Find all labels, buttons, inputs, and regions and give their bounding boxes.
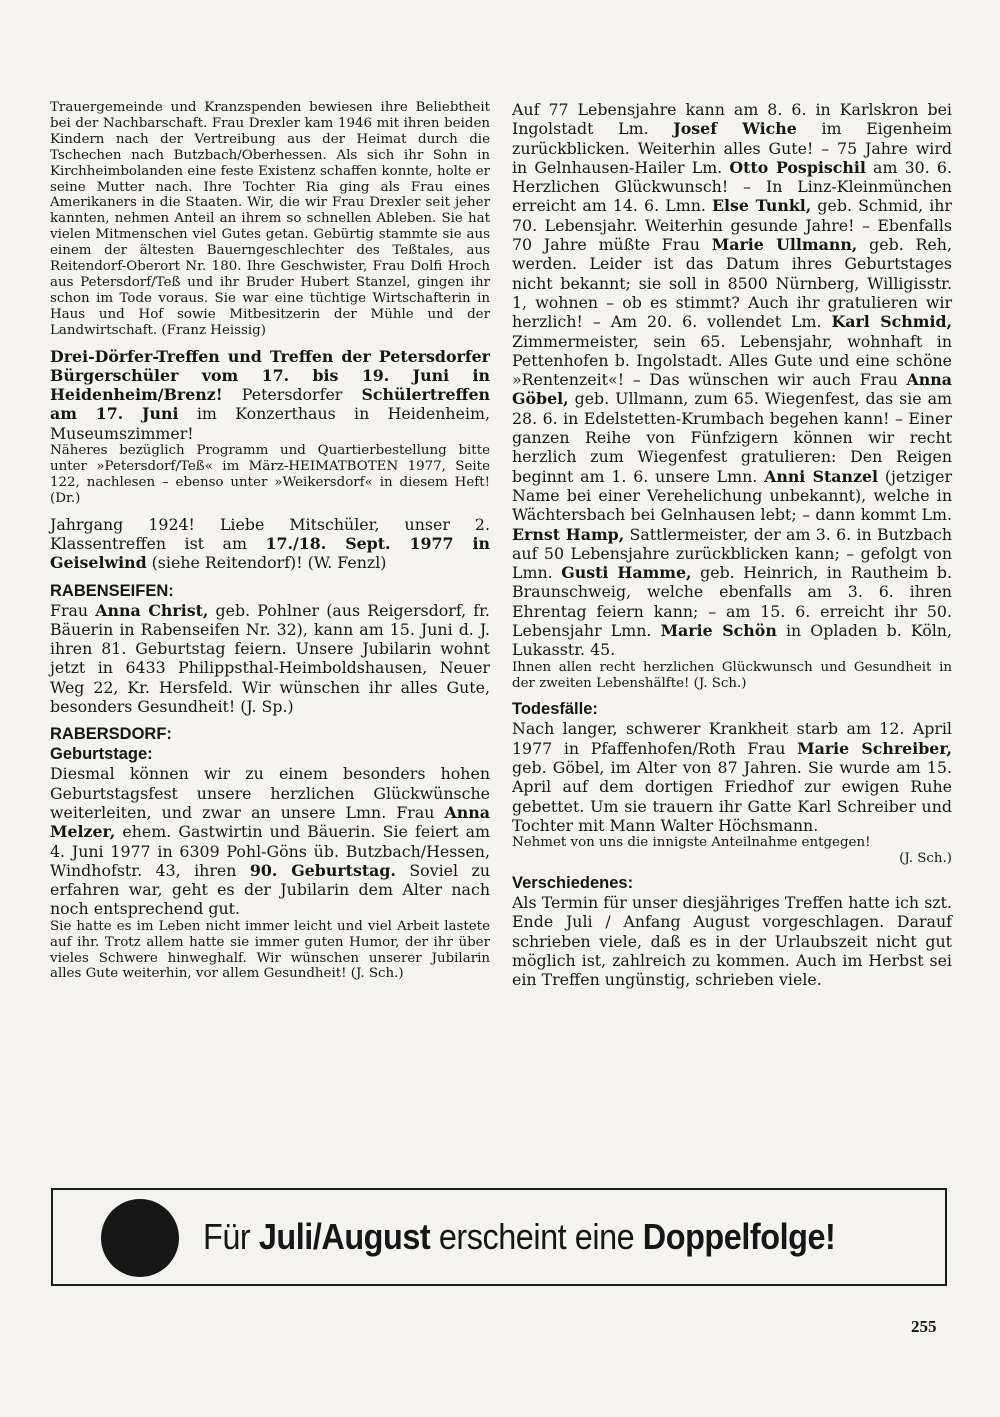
black-dot-icon [101,1199,179,1277]
rabenseifen-birthday [50,601,490,717]
birthday-list-wishes: Ihnen allen recht herzlichen Glückwunsch und Gesundheit in der zweiten Lebenshälfte! (J. Sch.) [512,659,952,691]
banner-text-doppelfolge: Doppelfolge! [642,1216,836,1257]
name-else-tunkl: Else Tunkl, [712,196,812,216]
name-otto-pospischil: Otto Pospischil [729,157,866,177]
todesfall-schreiber [512,719,952,835]
rabenseifen-text-a: Frau [50,600,96,620]
bl-text-i: Sattlermeister, der am 3. 6. in Butzbach auf 50 Lebensjahre zurückblicken kann; – gefolgt von Lmn. [512,524,952,583]
name-anna-goebel: Anna Göbel, [512,370,952,409]
bl-text-e: geb. Reh, werden. Leider ist das Datum ihres Geburtstages nicht bekannt; sie soll in 8500 Nürnberg, Willigisstr. 1, wohnen – ob es stimmt? Auch ihr gratulieren wir herzlich! – Am 20. 6. vollendet Lm. [512,235,952,332]
bl-text-g: geb. Ullmann, zum 65. Wiegenfest, das sie am 28. 6. in Edelstetten-Krumbach begehen kann! – Einer ganzen Reihe von Fünfzigern können wir recht herzlich zum Wiegenfest gratulieren: Den Reigen beginnt am 1. 6. unsere Lmn. [512,389,952,486]
treffen-text-a: Petersdorfer [222,385,362,405]
treffen-text-b: im Konzerthaus in Heidenheim, Museumszimmer! [50,404,490,443]
left-column [50,100,490,982]
tf-text-a: Nach langer, schwerer Krankheit starb am 12. April 1977 in Pfaffenhofen/Roth Frau [512,719,952,758]
name-marie-schoen: Marie Schön [660,621,777,641]
rabersdorf-text-b: ehem. Gastwirtin und Bäuerin. Sie feiert am 4. Juni 1977 in 6309 Pohl-Göns üb. Butzbach/Hessen, Windhofstr. 43, ihren [50,822,490,880]
name-gusti-hamme: Gusti Hamme, [561,563,692,583]
bl-text-h: (jetziger Name bei einer Verehelichung unbekannt), welche in Wächtersbach bei Gelnhausen lebt; – dann kommt Lm. [512,466,952,525]
name-marie-ullmann: Marie Ullmann, [711,235,858,255]
name-josef-wiche: Josef Wiche [673,119,797,139]
rabenseifen-text-b: geb. Pohlner (aus Reigersdorf, fr. Bäuerin in Rabenseifen Nr. 32), kann am 15. Juni d. J. ihren 81. Geburtstag feiern. Unsere Jubilarin wohnt jetzt in 6433 Philippsthal-Heimboldshausen, Neuer Weg 22, Kr. Hersfeld. Wir wünschen ihr alles Gute, besonders Gesundheit! (J. Sp.) [50,600,490,717]
condolence-signature: (J. Sch.) [899,851,952,867]
tf-text-b: geb. Göbel, im Alter von 87 Jahren. Sie wurde am 15. April auf dem dortigen Friedhof zur ewigen Ruhe gebettet. Um sie trauern ihr Gatte Karl Schreiber und Tochter mit Mann Walter Höchsmann. [512,758,952,835]
bl-text-b: im Eigenheim zurückblicken. Weiterhin alles Gute! – 75 Jahre wird in Gelnhausen-Hailer Lm. [512,119,952,177]
obituary-drexler: Trauergemeinde und Kranzspenden bewiesen ihre Beliebtheit bei der Nachbarschaft. Frau Drexler kam 1946 mit ihren beiden Kindern nach der Vertreibung aus der Heimat durch die Tschechen nach Butzbach/Oberhessen. Als sich ihr Sohn in Kirchheimbolanden eine feste Existenz schaffen konnte, holte er seine Mutter nach. Ihre Tochter Ria ging als Frau eines Amerikaners in die Staaten. Wir, die wir Frau Drexler seit jeher kannten, nehmen Anteil an ihrem so schnellen Ableben. Sie hat vielen Mitmenschen viel Gutes getan. Gebürtig stammte sie aus einem der ältesten Bauerngeschlechter des Teßtales, aus Reitendorf-Oberort Nr. 180. Ihre Geschwister, Frau Dolfi Hroch aus Petersdorf/Teß und ihr Bruder Hubert Stanzel, gingen ihr schon im Tode voraus. Sie war eine tüchtige Wirtschafterin in Haus und Hof sowie Mitbesitzerin der Mühle und der Landwirtschaft. (Franz Heissig) [50,100,490,338]
banner-text [203,1216,835,1258]
page-number: 255 [911,1317,937,1336]
ninetieth-birthday-bold: 90. Geburtstag. [249,860,396,880]
name-ernst-hamp: Ernst Hamp, [512,524,625,544]
jahrgang-date-bold: 17./18. Sept. 1977 in Geiselwind [50,534,490,573]
banner-text-1: Für [203,1216,259,1257]
rabersdorf-birthday [50,764,490,918]
bl-text-d: geb. Schmid, ihr 70. Lebensjahr. Weiterhin gesunde Jahre! – Ebenfalls 70 Jahre müßte Frau [512,196,952,255]
heading-verschiedenes: Verschiedenes: [512,874,634,893]
bl-text-k: in Opladen b. Köln, Lukasstr. 45. [512,621,952,660]
treffen-headline: Drei-Dörfer-Treffen und Treffen der Petersdorfer Bürgerschüler vom 17. bis 19. Juni in Heidenheim/Brenz! [50,346,490,405]
rabersdorf-text-c: Soviel zu erfahren war, geht es der Jubilarin dem Alter nach noch entsprechend gut. [50,860,490,919]
birthday-list [512,100,952,660]
schuelertreffen-bold: Schülertreffen am 17. Juni [50,385,490,424]
name-anna-christ: Anna Christ, [95,600,209,620]
heading-todesfaelle: Todesfälle: [512,700,598,719]
bl-text-a: Auf 77 Lebensjahre kann am 8. 6. in Karlskron bei Ingolstadt Lm. [512,100,952,139]
condolence-line: Nehmet von uns die innigste Anteilnahme entgegen! [512,835,871,851]
treffen-announcement [50,347,490,443]
verschiedenes-text: Als Termin für unser diesjähriges Treffen hatte ich szt. Ende Juli / Anfang August vorgeschlagen. Darauf schrieben viele, daß es in der Urlaubszeit nicht gut möglich ist, zahlreich zu kommen. Auch im Herbst sei ein Treffen ungünstig, schrieben viele. [512,893,952,990]
heading-rabersdorf: RABERSDORF: [50,725,172,744]
doppelfolge-banner [51,1188,947,1286]
name-anni-stanzel: Anni Stanzel [764,466,879,486]
bl-text-j: geb. Heinrich, in Rautheim b. Braunschweig, welche ebenfalls am 3. 6. ihren Ehrentag feiern kann; – am 15. 6. erreicht ihr 50. Lebensjahr Lmn. [512,563,953,641]
treffen-details: Näheres bezüglich Programm und Quartierbestellung bitte unter »Petersdorf/Teß« im März-HEIMATBOTEN 1977, Seite 122, nachlesen – ebenso unter »Weikersdorf« in diesem Heft! (Dr.) [50,443,490,506]
banner-text-juli-august: Juli/August [258,1216,431,1257]
banner-text-3: erscheint eine [430,1216,643,1257]
name-anna-melzer: Anna Melzer, [50,802,490,842]
name-karl-schmid: Karl Schmid, [831,312,952,332]
jahrgang-text-b: (siehe Reitendorf)! (W. Fenzl) [146,553,387,573]
rabersdorf-wishes: Sie hatte es im Leben nicht immer leicht und viel Arbeit lastete auf ihr. Trotz allem hatte sie immer guten Humor, der ihr über vieles Schwere hinweghalf. Wir wünschen unserer Jubilarin alles Gute weiterhin, vor allem Gesundheit! (J. Sch.) [50,918,490,982]
heading-geburtstage: Geburtstage: [50,745,153,764]
right-column [512,100,952,990]
name-marie-schreiber: Marie Schreiber, [797,738,952,758]
heading-rabenseifen: RABENSEIFEN: [50,581,174,600]
jahrgang-announcement [50,515,490,573]
bl-text-f: Zimmermeister, sein 65. Lebensjahr, wohnhaft in Pettenhofen b. Ingolstadt. Alles Gute und eine schöne »Rentenzeit«! – Das wünschen wir auch Frau [512,331,952,390]
bl-text-c: am 30. 6. Herzlichen Glückwunsch! – In Linz-Kleinmünchen erreicht am 14. 6. Lmn. [512,157,953,216]
rabersdorf-text-a: Diesmal können wir zu einem besonders hohen Geburtstagsfest unsere herzlichen Glückwünsche weiterleiten, und zwar an unsere Lmn. Frau [50,764,490,822]
jahrgang-text-a: Jahrgang 1924! Liebe Mitschüler, unser 2. Klassentreffen ist am [50,514,490,553]
